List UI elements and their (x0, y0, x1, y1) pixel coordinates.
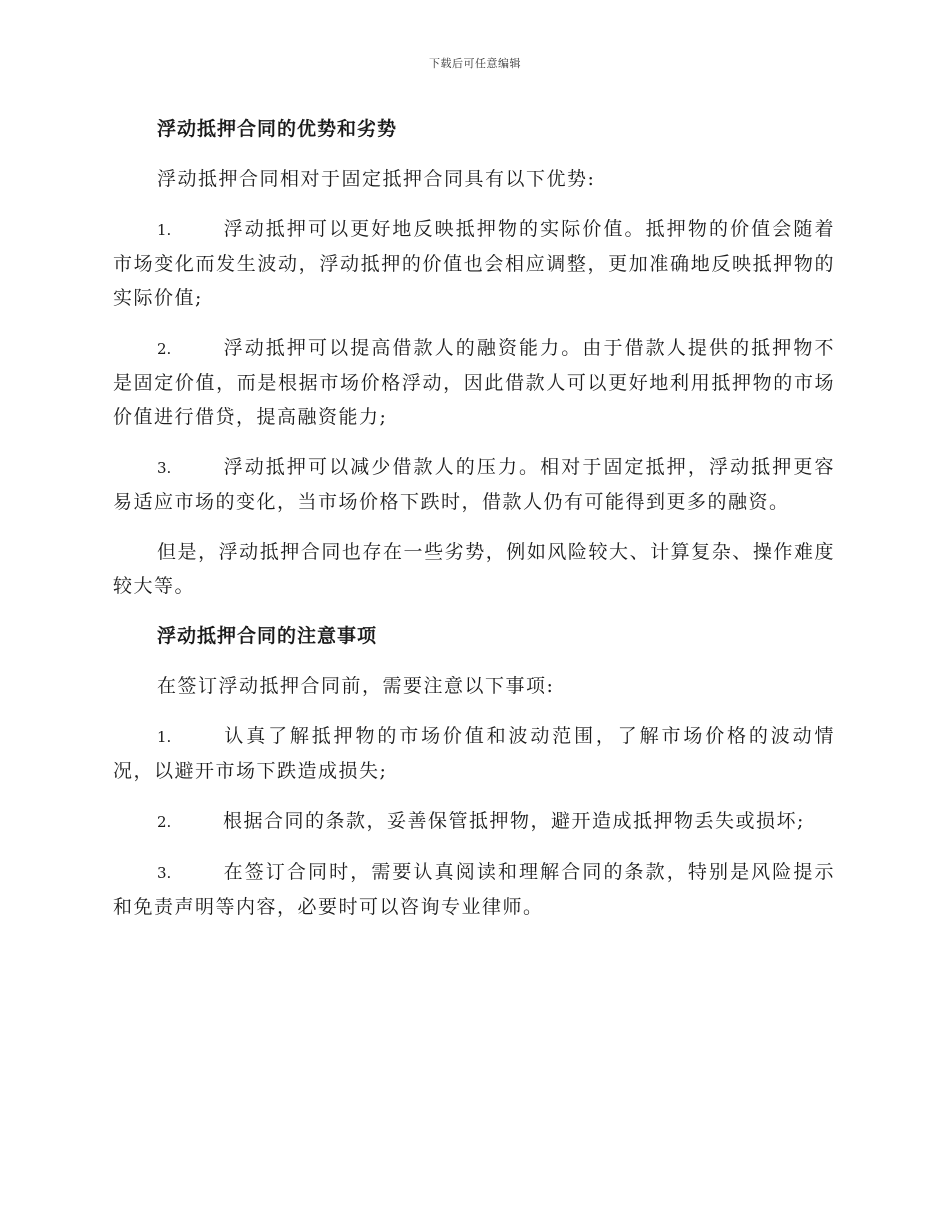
list-item-number: 2. (157, 813, 172, 831)
list-item (113, 450, 835, 519)
list-item (113, 804, 835, 839)
list-item-text: 根据合同的条款，妥善保管抵押物，避开造成抵押物丢失或损坏; (223, 810, 805, 832)
list-item-text: 浮动抵押可以提高借款人的融资能力。由于借款人提供的抵押物不是固定价值，而是根据市场价格浮动，因此借款人可以更好地利用抵押物的市场价值进行借贷，提高融资能力; (113, 337, 835, 428)
list-item-text: 在签订合同时，需要认真阅读和理解合同的条款，特别是风险提示和免责声明等内容，必要时可以咨询专业律师。 (113, 861, 835, 918)
list-item-number: 3. (157, 459, 172, 477)
list-item (113, 855, 835, 924)
document-body (113, 112, 835, 940)
section-conclusion: 但是，浮动抵押合同也存在一些劣势，例如风险较大、计算复杂、操作难度较大等。 (113, 541, 835, 597)
section-intro-advantages: 浮动抵押合同相对于固定抵押合同具有以下优势: (157, 168, 596, 190)
list-item-number: 1. (157, 728, 172, 746)
list-item (113, 331, 835, 434)
list-item-text: 浮动抵押可以减少借款人的压力。相对于固定抵押，浮动抵押更容易适应市场的变化，当市场价格下跌时，借款人仍有可能得到更多的融资。 (113, 456, 835, 513)
list-item (113, 719, 835, 788)
list-item-number: 3. (157, 864, 172, 882)
section-heading-precautions: 浮动抵押合同的注意事项 (157, 625, 378, 647)
list-item-number: 1. (157, 221, 172, 239)
list-item-text: 浮动抵押可以更好地反映抵押物的实际价值。抵押物的价值会随着市场变化而发生波动，浮动抵押的价值也会相应调整，更加准确地反映抵押物的实际价值; (113, 218, 835, 309)
section-intro-precautions: 在签订浮动抵押合同前，需要注意以下事项: (157, 675, 555, 697)
list-item-text: 认真了解抵押物的市场价值和波动范围，了解市场价格的波动情况，以避开市场下跌造成损失; (113, 725, 835, 782)
list-item (113, 212, 835, 315)
list-item-number: 2. (157, 340, 172, 358)
page-header: 下载后可任意编辑 (429, 57, 521, 70)
section-heading-advantages: 浮动抵押合同的优势和劣势 (157, 118, 398, 140)
